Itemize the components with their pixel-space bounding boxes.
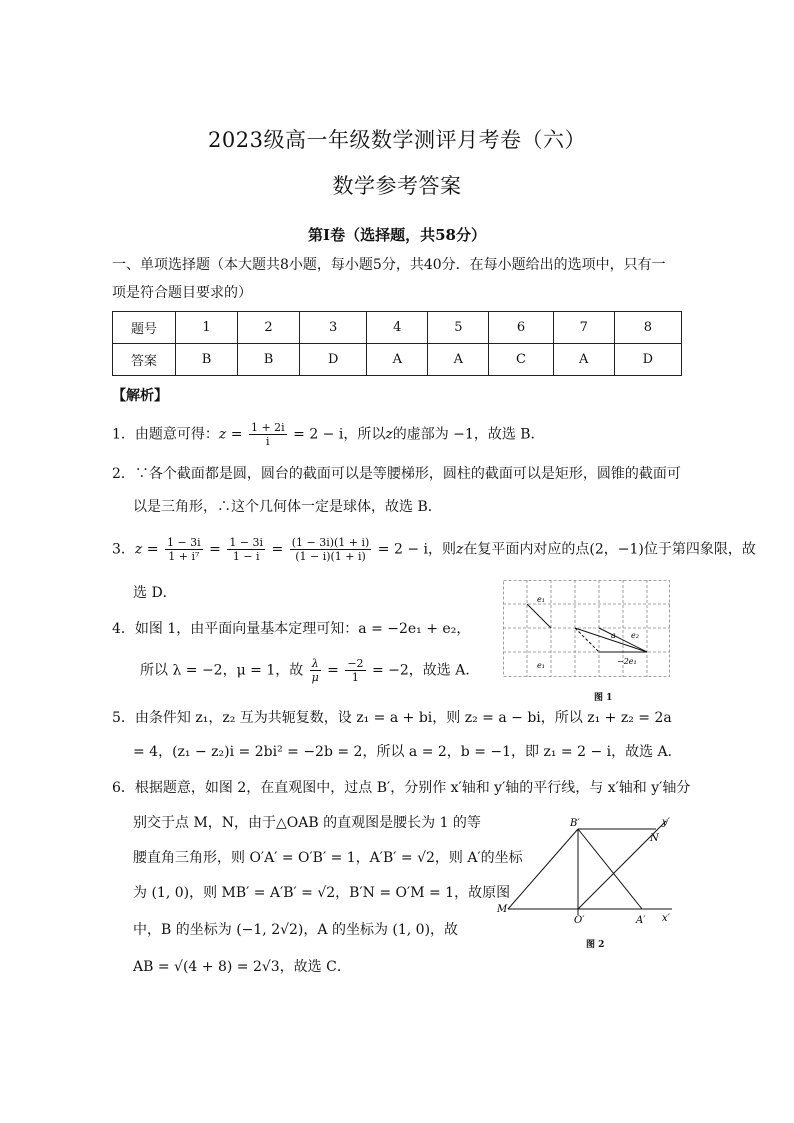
answer-cell: B [176,344,238,376]
math-var: z [218,426,227,443]
solution-text: = 2 − i，则 [377,541,456,558]
fraction-denominator: i [266,435,270,448]
answer-cell: C [489,344,553,376]
fraction-numerator: 1 − 3i [229,536,264,549]
label-N: N [650,833,659,844]
fraction-denominator: 1 [351,671,359,684]
question-number-cell: 2 [238,312,300,344]
fraction-denominator: 1 + i⁷ [168,550,200,563]
answer-cell: A [428,344,489,376]
page-subtitle: 数学参考答案 [332,174,462,198]
label-minus-2e1: −2e₁ [617,657,637,666]
math-var: z [385,426,393,443]
table-row-answers [113,344,682,376]
label-e1-bottom: e₁ [537,661,545,670]
solution-4-line1 [112,619,470,639]
solution-text: 的虚部为 −1，故选 B． [392,426,545,443]
solution-3-line2: 选 D． [133,585,177,601]
fraction-numerator: 1 − 3i [166,536,201,549]
figure-2-caption: 图 2 [586,940,605,950]
answer-cell: D [300,344,367,376]
solution-text: ∵各个截面都是圆，圆台的截面可以是等腰梯形，圆柱的截面可以是矩形，圆锥的截面可 [134,466,681,482]
fraction-denominator: μ [311,671,319,684]
label-O: O′ [574,915,585,926]
solution-6-line2: 别交于点 M，N，由于△OAB 的直观图是腰长为 1 的等 [133,815,481,831]
solution-6-line5: 中，B 的坐标为 (−1, 2√2)，A 的坐标为 (1, 0)，故 [133,922,459,938]
grid-lines [503,580,670,677]
answer-cell: D [614,344,681,376]
solution-6-line4: 为 (1, 0)，则 MB′ = A′B′ = √2，B′N = O′M = 1，故原图 [133,885,511,901]
solution-5-line1 [112,708,672,728]
math-eq: = [327,662,339,679]
answer-cell: A [367,344,428,376]
solution-1 [112,421,545,448]
part-instruction-line1: 一、单项选择题（本大题共8小题，每小题5分，共40分．在每小题给出的选项中，只有一 [112,257,666,273]
math-eq: = [230,426,243,443]
math-eq: = [146,541,159,558]
answer-cell: A [553,344,614,376]
solution-6-line1 [112,778,690,798]
solution-text: 如图 1，由平面向量基本定理可知：a = −2e₁ + e₂， [134,621,471,637]
solution-text: 根据题意，如图 2，在直观图中，过点 B′，分别作 x′轴和 y′轴的平行线，与 x′轴和 y′轴分 [134,780,691,796]
solution-3-line1 [112,536,756,563]
solution-6-line3: 腰直角三角形，则 O′A′ = O′B′ = 1，A′B′ = √2，则 A′的坐标 [133,850,523,866]
label-e2: e₂ [631,631,639,640]
math-eq: = [271,541,284,558]
table-row-questions [113,312,682,344]
fraction [165,536,203,563]
solution-5-line2: = 4，(z₁ − z₂)i = 2bi² = −2b = 2，所以 a = 2，b = −1，即 z₁ = 2 − i，故选 A． [133,744,682,760]
question-number-cell: 5 [428,312,489,344]
fraction-numerator: −2 [347,657,364,670]
question-number: 6． [112,780,135,796]
fraction [227,536,265,563]
fraction-numerator: 1 + 2i [250,421,285,434]
question-number: 4． [112,621,135,637]
fraction [290,536,372,563]
solution-text: = −2，故选 A． [371,662,480,679]
analysis-heading: 【解析】 [112,388,168,404]
solution-4-line2 [140,657,479,684]
label-B: B′ [570,818,580,829]
label-e1-top: e₁ [537,595,545,604]
question-number: 5． [112,710,135,726]
part-instruction-line2: 项是符合题目要求的） [112,285,252,301]
section-heading: 第Ⅰ卷（选择题，共58分） [308,226,486,244]
math-var: z [134,541,143,558]
fraction [345,657,365,684]
figure-1 [503,580,671,680]
figure-1-caption: 图 1 [594,693,613,703]
answer-table [112,311,682,376]
vector-e2-left [527,604,551,628]
table-header-cell: 题号 [113,312,176,344]
question-number-cell: 7 [553,312,614,344]
fraction [249,421,287,448]
solution-2-line1 [112,464,681,484]
fraction-numerator: (1 − 3i)(1 + i) [291,536,370,549]
label-a: a [611,631,616,640]
solution-text: 由条件知 z₁，z₂ 互为共轭复数，设 z₁ = a + bi，则 z₂ = a − bi，所以 z₁ + z₂ = 2a [134,710,672,726]
fraction-denominator: 1 − i [232,550,260,563]
solution-2-line2: 以是三角形，∴这个几何体一定是球体，故选 B． [133,499,442,515]
label-A: A′ [636,915,646,926]
answer-cell: B [238,344,300,376]
question-number: 2． [112,466,135,482]
segment-MB [508,829,578,909]
question-number-cell: 3 [300,312,367,344]
solution-6-line6: AB = √(4 + 8) = 2√3，故选 C． [133,959,351,975]
label-x: x′ [662,913,670,924]
fraction [310,657,321,684]
solution-text: 由题意可得： [134,426,219,443]
solution-text: 所以 λ = −2，μ = 1，故 [140,662,304,679]
fraction-numerator: λ [311,657,319,670]
table-header-cell: 答案 [113,344,176,376]
question-number-cell: 8 [614,312,681,344]
label-M: M [497,904,508,915]
math-eq: = [209,541,221,558]
question-number-cell: 4 [367,312,428,344]
question-number: 1． [112,426,135,443]
solution-text: 在复平面内对应的点(2，−1)位于第四象限，故 [463,541,756,558]
solution-text: = 2 − i，所以 [293,426,386,443]
fraction-denominator: (1 − i)(1 + i) [295,550,366,563]
question-number: 3． [112,541,135,558]
question-number-cell: 1 [176,312,238,344]
math-var: z [455,541,464,558]
segment-BA [578,829,642,909]
page-title: 2023级高一年级数学测评月考卷（六） [208,128,586,152]
question-number-cell: 6 [489,312,553,344]
label-y: y′ [662,817,670,828]
figure-2 [494,815,680,930]
